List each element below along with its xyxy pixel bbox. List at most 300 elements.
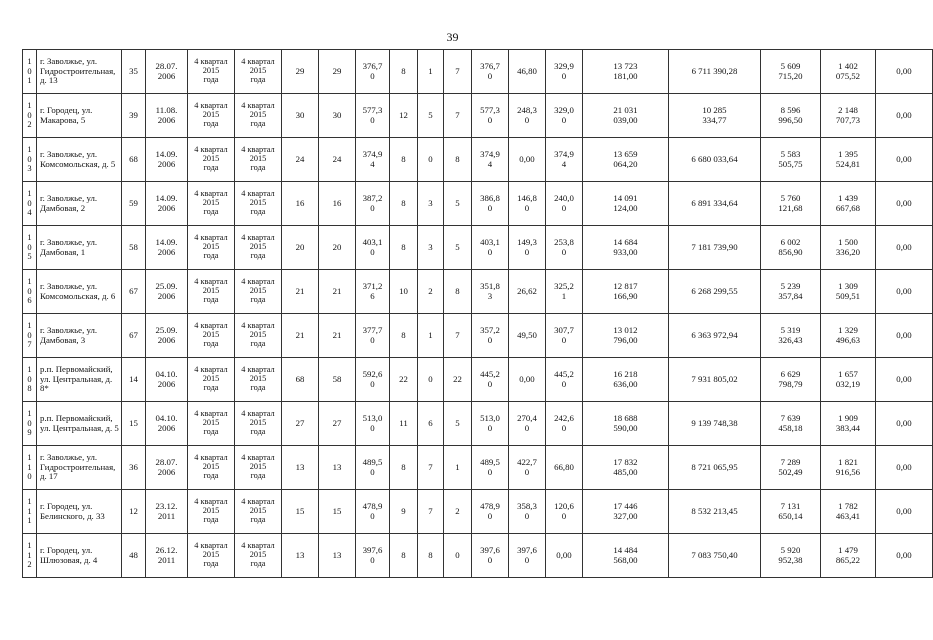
cell-value: 478,9 0 <box>362 500 383 521</box>
table-cell-c16 <box>761 358 821 402</box>
table-cell-c6 <box>319 94 356 138</box>
cell-value: г. Заволжье, ул. Гидростроительная, д. 17 <box>40 451 116 482</box>
table-cell-c1 <box>122 50 146 94</box>
table-cell-c6 <box>319 358 356 402</box>
page-number: 39 <box>446 30 459 44</box>
cell-value: 8 <box>401 153 406 164</box>
cell-value: 13 <box>295 461 305 472</box>
cell-value: 5 319 326,43 <box>778 324 803 345</box>
cell-value: 397,6 0 <box>362 544 383 565</box>
table-cell-c13 <box>546 446 583 490</box>
cell-value: 387,2 0 <box>362 192 383 213</box>
table-cell-address <box>37 138 122 182</box>
table-cell-c8 <box>390 226 418 270</box>
cell-value: 4 квартал 2015 года <box>241 409 275 436</box>
table-row <box>23 446 933 490</box>
cell-value: 04.10. 2006 <box>155 412 178 433</box>
cell-value: 8 532 213,45 <box>691 505 738 516</box>
cell-value: 14 684 933,00 <box>613 236 638 257</box>
table-cell-date <box>146 138 188 182</box>
table-cell-c16 <box>761 50 821 94</box>
table-cell-c18 <box>876 270 933 314</box>
table-cell-c11 <box>472 402 509 446</box>
cell-value: г. Заволжье, ул. Дамбовая, 3 <box>40 324 98 345</box>
table-cell-q1 <box>188 50 235 94</box>
table-cell-c12 <box>509 138 546 182</box>
cell-value: 1 329 496,63 <box>835 324 861 345</box>
table-cell-c6 <box>319 534 356 578</box>
table-row <box>23 270 933 314</box>
cell-value: г. Заволжье, ул. Гидростроительная, д. 13 <box>40 55 116 86</box>
cell-value: 513,0 0 <box>362 412 383 433</box>
table-cell-c6 <box>319 138 356 182</box>
cell-value: 7 083 750,40 <box>691 549 738 560</box>
table-cell-num <box>23 138 37 182</box>
cell-value: 4 квартал 2015 года <box>194 541 228 568</box>
table-cell-c14 <box>583 138 669 182</box>
cell-value: 21 <box>295 329 305 340</box>
cell-value: 1 0 9 <box>27 408 32 438</box>
table-cell-c6 <box>319 314 356 358</box>
table-cell-c10 <box>444 270 472 314</box>
cell-value: 4 квартал 2015 года <box>241 233 275 260</box>
cell-value: 8 596 996,50 <box>778 104 803 125</box>
table-cell-c11 <box>472 226 509 270</box>
table-cell-c7 <box>356 182 390 226</box>
cell-value: 0,00 <box>896 109 912 120</box>
table-cell-c15 <box>669 534 761 578</box>
cell-value: 6 268 299,55 <box>691 285 738 296</box>
table-cell-q1 <box>188 226 235 270</box>
table-cell-c1 <box>122 358 146 402</box>
cell-value: 1 309 509,51 <box>835 280 861 301</box>
table-cell-num <box>23 94 37 138</box>
cell-value: 329,9 0 <box>554 60 574 81</box>
cell-value: 6 <box>428 417 433 428</box>
cell-value: 403,1 0 <box>480 236 500 257</box>
table-cell-c11 <box>472 358 509 402</box>
table-cell-c12 <box>509 182 546 226</box>
cell-value: 14 <box>129 373 138 384</box>
cell-value: 21 <box>332 329 342 340</box>
cell-value: 7 <box>455 329 460 340</box>
cell-value: 1 500 336,20 <box>835 236 861 257</box>
cell-value: г. Заволжье, ул. Дамбовая, 2 <box>40 192 98 213</box>
table-cell-q1 <box>188 182 235 226</box>
cell-value: 120,6 0 <box>554 500 574 521</box>
table-cell-c16 <box>761 226 821 270</box>
cell-value: 5 920 952,38 <box>778 544 803 565</box>
table-cell-date <box>146 446 188 490</box>
table-cell-c14 <box>583 402 669 446</box>
cell-value: 422,7 0 <box>517 456 537 477</box>
table-cell-c5 <box>282 226 319 270</box>
cell-value: 351,8 3 <box>480 280 500 301</box>
table-cell-c10 <box>444 50 472 94</box>
cell-value: 13 012 796,00 <box>613 324 638 345</box>
cell-value: 30 <box>295 109 305 120</box>
table-cell-c13 <box>546 534 583 578</box>
table-cell-address <box>37 446 122 490</box>
table-cell-c16 <box>761 314 821 358</box>
cell-value: 21 031 039,00 <box>613 104 638 125</box>
table-cell-c1 <box>122 534 146 578</box>
cell-value: г. Городец, ул. Макарова, 5 <box>40 104 93 125</box>
table-cell-c14 <box>583 534 669 578</box>
table-cell-c15 <box>669 358 761 402</box>
table-cell-c5 <box>282 358 319 402</box>
table-cell-address <box>37 270 122 314</box>
cell-value: 13 723 181,00 <box>613 60 638 81</box>
table-cell-c9 <box>418 50 444 94</box>
cell-value: 7 639 458,18 <box>778 412 803 433</box>
table-cell-c17 <box>821 182 876 226</box>
table-cell-q1 <box>188 270 235 314</box>
table-cell-c13 <box>546 182 583 226</box>
cell-value: 374,9 4 <box>554 148 574 169</box>
table-cell-c16 <box>761 138 821 182</box>
cell-value: 577,3 0 <box>480 104 500 125</box>
cell-value: 4 квартал 2015 года <box>194 321 228 348</box>
cell-value: 21 <box>332 285 342 296</box>
cell-value: 59 <box>129 197 138 208</box>
table-cell-c15 <box>669 182 761 226</box>
cell-value: 8 <box>428 549 433 560</box>
table-cell-c15 <box>669 270 761 314</box>
cell-value: 5 <box>455 197 460 208</box>
cell-value: 24 <box>332 153 342 164</box>
table-cell-num <box>23 314 37 358</box>
table-cell-q2 <box>235 314 282 358</box>
cell-value: 7 <box>428 505 433 516</box>
cell-value: 1 395 524,81 <box>835 148 861 169</box>
table-cell-c9 <box>418 226 444 270</box>
cell-value: 0,00 <box>896 505 912 516</box>
table-cell-c16 <box>761 490 821 534</box>
cell-value: 4 квартал 2015 года <box>241 541 275 568</box>
table-cell-q2 <box>235 182 282 226</box>
table-cell-c5 <box>282 94 319 138</box>
table-cell-c9 <box>418 94 444 138</box>
table-cell-c17 <box>821 534 876 578</box>
cell-value: 4 квартал 2015 года <box>194 365 228 392</box>
cell-value: 1 0 1 <box>27 56 32 86</box>
cell-value: 4 квартал 2015 года <box>241 497 275 524</box>
table-cell-c8 <box>390 270 418 314</box>
cell-value: 04.10. 2006 <box>155 368 178 389</box>
cell-value: 30 <box>332 109 342 120</box>
cell-value: 5 239 357,84 <box>778 280 803 301</box>
cell-value: 1 479 865,22 <box>835 544 861 565</box>
table-cell-c16 <box>761 534 821 578</box>
cell-value: 577,3 0 <box>362 104 383 125</box>
cell-value: 58 <box>129 241 138 252</box>
table-cell-c12 <box>509 446 546 490</box>
cell-value: 8 <box>455 285 460 296</box>
table-cell-c6 <box>319 402 356 446</box>
cell-value: 7 131 650,14 <box>778 500 803 521</box>
cell-value: 0,00 <box>896 197 912 208</box>
table-cell-c18 <box>876 534 933 578</box>
table-cell-date <box>146 226 188 270</box>
table-cell-c9 <box>418 446 444 490</box>
table-cell-num <box>23 402 37 446</box>
cell-value: 4 квартал 2015 года <box>241 277 275 304</box>
table-cell-q1 <box>188 358 235 402</box>
cell-value: 5 583 505,75 <box>778 148 803 169</box>
table-cell-c16 <box>761 182 821 226</box>
table-cell-q2 <box>235 138 282 182</box>
table-cell-c18 <box>876 50 933 94</box>
table-cell-c1 <box>122 182 146 226</box>
cell-value: 26,62 <box>517 285 537 296</box>
table-cell-c14 <box>583 490 669 534</box>
table-cell-c15 <box>669 446 761 490</box>
cell-value: 26.12. 2011 <box>155 544 178 565</box>
table-cell-c18 <box>876 314 933 358</box>
cell-value: 9 <box>401 505 406 516</box>
cell-value: 11 <box>399 417 408 428</box>
cell-value: 478,9 0 <box>480 500 500 521</box>
table-cell-c14 <box>583 270 669 314</box>
cell-value: 13 <box>295 549 305 560</box>
table-cell-num <box>23 446 37 490</box>
table-cell-q2 <box>235 490 282 534</box>
cell-value: 0 <box>428 373 433 384</box>
cell-value: 15 <box>332 505 342 516</box>
cell-value: 14 484 568,00 <box>613 544 638 565</box>
table-cell-c1 <box>122 270 146 314</box>
cell-value: 1 821 916,56 <box>835 456 861 477</box>
cell-value: 149,3 0 <box>517 236 537 257</box>
table-cell-c1 <box>122 314 146 358</box>
cell-value: 6 363 972,94 <box>691 329 738 340</box>
cell-value: 58 <box>332 373 342 384</box>
table-cell-c15 <box>669 226 761 270</box>
cell-value: 0,00 <box>896 549 912 560</box>
data-table <box>22 49 933 578</box>
table-cell-c13 <box>546 490 583 534</box>
table-cell-c11 <box>472 490 509 534</box>
cell-value: 8 <box>401 241 406 252</box>
cell-value: 146,8 0 <box>517 192 537 213</box>
table-cell-c11 <box>472 50 509 94</box>
cell-value: 397,6 0 <box>517 544 537 565</box>
cell-value: 403,1 0 <box>362 236 383 257</box>
cell-value: 0,00 <box>896 417 912 428</box>
table-cell-c12 <box>509 314 546 358</box>
cell-value: р.п. Первомайский, ул. Центральная, д. 8* <box>40 363 113 394</box>
cell-value: 21 <box>295 285 305 296</box>
cell-value: 49,50 <box>517 329 537 340</box>
table-cell-c18 <box>876 446 933 490</box>
cell-value: 8 <box>401 329 406 340</box>
cell-value: 445,2 0 <box>480 368 500 389</box>
table-row <box>23 358 933 402</box>
cell-value: 0,00 <box>519 153 535 164</box>
cell-value: 4 квартал 2015 года <box>241 189 275 216</box>
cell-value: 0,00 <box>896 65 912 76</box>
table-cell-date <box>146 490 188 534</box>
table-cell-c18 <box>876 402 933 446</box>
table-cell-c12 <box>509 270 546 314</box>
cell-value: 17 446 327,00 <box>613 500 638 521</box>
cell-value: 1 0 4 <box>27 188 32 218</box>
table-cell-c8 <box>390 490 418 534</box>
table-cell-c12 <box>509 50 546 94</box>
cell-value: 6 002 856,90 <box>778 236 803 257</box>
table-cell-q1 <box>188 534 235 578</box>
table-cell-address <box>37 490 122 534</box>
cell-value: 68 <box>295 373 305 384</box>
table-cell-c16 <box>761 402 821 446</box>
table-cell-q2 <box>235 50 282 94</box>
table-row <box>23 314 933 358</box>
table-cell-date <box>146 182 188 226</box>
table-cell-c10 <box>444 182 472 226</box>
table-cell-c9 <box>418 138 444 182</box>
cell-value: 3 <box>428 197 433 208</box>
cell-value: 23.12. 2011 <box>155 500 178 521</box>
table-cell-c13 <box>546 50 583 94</box>
table-cell-c11 <box>472 446 509 490</box>
table-cell-c10 <box>444 446 472 490</box>
cell-value: 16 <box>332 197 342 208</box>
table-cell-c5 <box>282 314 319 358</box>
cell-value: 1 1 2 <box>27 540 32 570</box>
cell-value: 28.07. 2006 <box>155 456 178 477</box>
cell-value: 3 <box>428 241 433 252</box>
cell-value: 592,6 0 <box>362 368 383 389</box>
table-cell-c6 <box>319 50 356 94</box>
table-cell-c15 <box>669 94 761 138</box>
table-cell-c8 <box>390 446 418 490</box>
table-cell-c1 <box>122 226 146 270</box>
table-cell-c12 <box>509 490 546 534</box>
cell-value: 270,4 0 <box>517 412 537 433</box>
table-cell-c5 <box>282 138 319 182</box>
table-cell-c10 <box>444 138 472 182</box>
table-cell-c13 <box>546 270 583 314</box>
table-cell-c7 <box>356 226 390 270</box>
cell-value: 0,00 <box>896 285 912 296</box>
table-cell-c1 <box>122 446 146 490</box>
cell-value: г. Городец, ул. Шлюзовая, д. 4 <box>40 544 98 565</box>
table-cell-address <box>37 402 122 446</box>
table-cell-c17 <box>821 358 876 402</box>
cell-value: 27 <box>295 417 305 428</box>
table-cell-c7 <box>356 50 390 94</box>
table-cell-q1 <box>188 314 235 358</box>
cell-value: 1 <box>455 461 460 472</box>
cell-value: 4 квартал 2015 года <box>194 497 228 524</box>
cell-value: 8 <box>401 65 406 76</box>
table-cell-date <box>146 534 188 578</box>
table-cell-c15 <box>669 50 761 94</box>
table-cell-c10 <box>444 534 472 578</box>
cell-value: 7 289 502,49 <box>778 456 803 477</box>
cell-value: 1 909 383,44 <box>835 412 861 433</box>
table-cell-q2 <box>235 534 282 578</box>
table-cell-c10 <box>444 402 472 446</box>
table-cell-c5 <box>282 402 319 446</box>
cell-value: 374,9 4 <box>480 148 500 169</box>
cell-value: 1 <box>428 65 433 76</box>
cell-value: 24 <box>295 153 305 164</box>
table-cell-c11 <box>472 534 509 578</box>
cell-value: 8 721 065,95 <box>691 461 738 472</box>
table-cell-c18 <box>876 138 933 182</box>
cell-value: 357,2 0 <box>480 324 500 345</box>
cell-value: 35 <box>129 65 138 76</box>
cell-value: 307,7 0 <box>554 324 574 345</box>
table-cell-c7 <box>356 490 390 534</box>
cell-value: 1 439 667,68 <box>835 192 861 213</box>
table-cell-c14 <box>583 50 669 94</box>
table-cell-c8 <box>390 182 418 226</box>
table-cell-c12 <box>509 226 546 270</box>
table-cell-c17 <box>821 402 876 446</box>
table-cell-c12 <box>509 402 546 446</box>
table-cell-c10 <box>444 314 472 358</box>
table-cell-c7 <box>356 534 390 578</box>
cell-value: 5 <box>455 417 460 428</box>
cell-value: 7 931 805,02 <box>691 373 738 384</box>
table-cell-date <box>146 94 188 138</box>
cell-value: 5 609 715,20 <box>778 60 803 81</box>
table-cell-num <box>23 50 37 94</box>
table-cell-c12 <box>509 534 546 578</box>
table-cell-date <box>146 358 188 402</box>
table-cell-c11 <box>472 94 509 138</box>
table-cell-c6 <box>319 226 356 270</box>
cell-value: 25.09. 2006 <box>155 280 178 301</box>
table-cell-c9 <box>418 182 444 226</box>
cell-value: 4 квартал 2015 года <box>241 57 275 84</box>
cell-value: 10 285 334,77 <box>702 104 727 125</box>
table-cell-q1 <box>188 402 235 446</box>
table-cell-address <box>37 94 122 138</box>
table-cell-date <box>146 50 188 94</box>
cell-value: 1 1 1 <box>27 496 32 526</box>
cell-value: 5 <box>428 109 433 120</box>
cell-value: 18 688 590,00 <box>613 412 638 433</box>
table-cell-c9 <box>418 358 444 402</box>
table-cell-c8 <box>390 534 418 578</box>
table-cell-c10 <box>444 94 472 138</box>
cell-value: 14.09. 2006 <box>155 148 178 169</box>
cell-value: 22 <box>399 373 408 384</box>
cell-value: 240,0 0 <box>554 192 574 213</box>
table-row <box>23 490 933 534</box>
table-cell-address <box>37 314 122 358</box>
cell-value: 8 <box>401 549 406 560</box>
cell-value: 0 <box>428 153 433 164</box>
table-cell-c15 <box>669 402 761 446</box>
cell-value: 0,00 <box>896 373 912 384</box>
cell-value: 48 <box>129 549 138 560</box>
cell-value: 13 <box>332 461 342 472</box>
table-cell-c18 <box>876 94 933 138</box>
cell-value: 445,2 0 <box>554 368 574 389</box>
table-cell-c9 <box>418 490 444 534</box>
cell-value: 4 квартал 2015 года <box>194 101 228 128</box>
table-row <box>23 534 933 578</box>
table-cell-c8 <box>390 94 418 138</box>
table-cell-c17 <box>821 226 876 270</box>
cell-value: 8 <box>401 461 406 472</box>
table-cell-c7 <box>356 402 390 446</box>
